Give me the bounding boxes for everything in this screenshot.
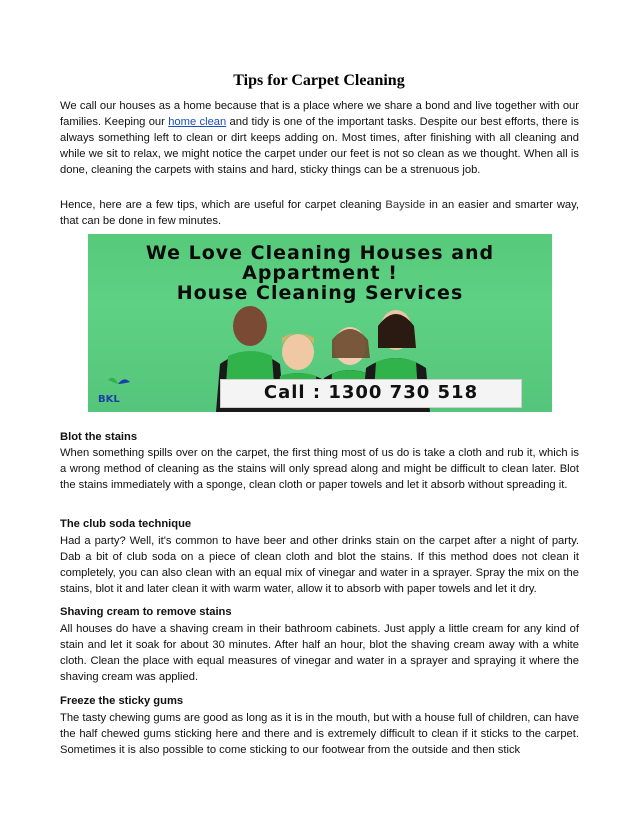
section-text-shaving-cream: All houses do have a shaving cream in their bathroom cabinets. Just apply a little cream for any kind of stain and let it soak for about 30 minutes. After half an hour, blot the shaving cream away with a white cloth. Clean the place with equal measures of vinegar and water in a sprayer and spraying it where the shaving cream was applied. bbox=[60, 623, 579, 683]
section-heading-blot: Blot the stains bbox=[60, 431, 138, 443]
home-clean-link[interactable]: home clean bbox=[168, 116, 227, 128]
intro-paragraph-1 bbox=[60, 98, 579, 178]
cleaning-services-banner-image bbox=[88, 234, 552, 412]
section-heading-freeze-gums: Freeze the sticky gums bbox=[60, 695, 184, 707]
section-heading-shaving-cream: Shaving cream to remove stains bbox=[60, 606, 232, 618]
intro2-text-end: in an easier and smarter way, that can be done in few minutes. bbox=[60, 199, 579, 227]
section-text-freeze-gums: The tasty chewing gums are good as long as it is in the mouth, but with a house full of children, can have the half chewed gums sticking here and there and is extremely difficult to clean if it sticks to the carpet. Sometimes it is also possible to come sticking to our footwear from the outside and then stick bbox=[60, 712, 579, 756]
intro-paragraph-2 bbox=[60, 197, 579, 229]
page-title: Tips for Carpet Cleaning bbox=[233, 72, 405, 89]
intro2-text-start: Hence, here are a few tips, which are useful for carpet cleaning bbox=[60, 199, 386, 211]
banner-headline-2: Appartment ! bbox=[242, 262, 398, 284]
bkl-logo-text: BKL bbox=[98, 394, 120, 405]
banner-headline-3: House Cleaning Services bbox=[176, 282, 464, 304]
section-text-club-soda: Had a party? Well, it's common to have beer and other drinks stain on the carpet after a night of party. Dab a bit of club soda on a piece of clean cloth and blot the stains. If this method does not clean it completely, you can also clean with an equal mix of vinegar and water in a sprayer. Spray the mix on the stains, blot it and later clean it with warm water, allow it to absorb with paper towels and let it dry. bbox=[60, 535, 579, 595]
intro-text-start: We call our houses as a home because that is a place where we share a bond and live together with our families. Keeping our bbox=[60, 100, 579, 128]
section-heading-club-soda: The club soda technique bbox=[60, 518, 192, 530]
intro-text-end: and tidy is one of the important tasks. Despite our best efforts, there is always something left to clean or dirt keeps adding on. Most times, after finishing with all cleaning and while we sit to relax, we might notice the carpet under our feet is not so clean as we thought. When all is done, cleaning the carpets with stains and hard, sticky things can be a strenuous job. bbox=[60, 116, 579, 176]
phone-number: Call : 1300 730 518 bbox=[263, 382, 479, 403]
banner-headline-1: We Love Cleaning Houses and bbox=[145, 242, 495, 264]
bayside-keyword: Bayside bbox=[385, 199, 426, 211]
section-text-blot: When something spills over on the carpet, the first thing most of us do is take a cloth and rub it, which is a wrong method of cleaning as the stains will only spread along and might be difficult to clean later. Blot the stains immediately with a sponge, clean cloth or paper towels and let it absorb without spreading it. bbox=[60, 447, 579, 491]
phone-number-bar bbox=[220, 379, 522, 408]
